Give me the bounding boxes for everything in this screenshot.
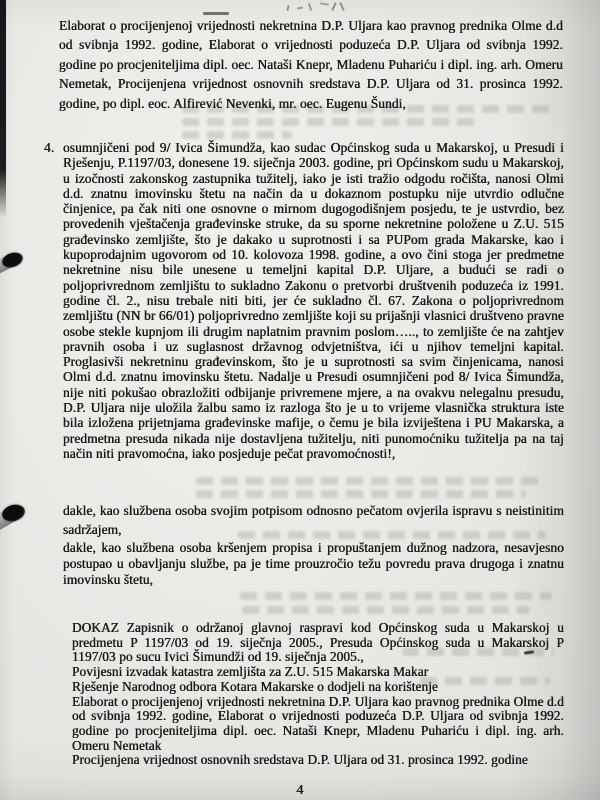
dakle-paragraph-1: dakle, kao službena osoba svojim potpisom odnosno pečatom ovjerila ispravu s neistinitim sadržajem, <box>63 503 564 537</box>
dokaz-paragraph: DOKAZ Zapisnik o održanoj glavnoj raspravi kod Općinskog suda u Makarskoj u predmetu P 1197/03 od 19. siječnja 2005., Presuda Općinskog suda u Makarskoj P 1197/03 po sucu Ivici Šimundži od 19. siječnja 2005., <box>72 620 564 665</box>
bleed-through-text <box>196 477 546 485</box>
bleed-through-text <box>196 490 526 498</box>
bleed-through-text <box>242 606 530 614</box>
bleed-through-text <box>240 592 552 600</box>
dakle-paragraph-2: dakle, kao službena osoba kršenjem propisa i propuštanjem dužnog nadzora, nesavjesno postupao u obavljanju službe, pa je time prouzročio težu povredu prava drugoga i znatnu imovinsku štetu, <box>63 540 564 588</box>
item-4-body: osumnjičeni pod 9/ Ivica Šimundža, kao sudac Općinskog suda u Makarskoj, u Presudi i Rješenju, P.1197/03, donesene 19. siječnja 2003. godine, pri Općinskom sudu u Makarskoj, u izočnosti zakonskog zastupnika tužitelj, iako je isti tražio odgodu ročišta, nanosi Olmi d.d. znatnu imovinsku štetu na način da u dokaznom postupku nije utvrdio odlučne činjenice, pa čak niti one osnovne o mirnom dugogodišnjem posjedu, te je ustvrdio, bez provedenih vještačenja građevinske struke, da su sporne nekretnine položene u Z.U. 515 građevinsko zemljište, što je dakako u suprotnosti i sa PUPom grada Makarske, kao i kupoprodajnim ugovorom od 10. kolovoza 1998. godine, a ovo čini stoga jer predmetne nekretnine nisu bile unesene u temeljni kapital D.P. Uljare, a budući se radi o poljoprivrednom zemljištu to sukladno Zakonu o pretvorbi društvenih poduzeća iz 1991. godine čl. 2., nisu trebale niti biti, jer će sukladno čl. 67. Zakona o poljoprivrednom zemljištu (NN br 66/01) poljoprivredno zemljište koji su prijašnji vlasnici društveno pravne osobe stekle kupnjom ili drugim naplatnim pravnim poslom….., to zemljište će na zahtjev pravnih osoba i uz suglasnost državnog odvjetništva, ići u njihov temeljni kapital. Proglasivši nekretninu građevinskom, što je u suprotnosti sa svim činjenicama, nanosi Olmi d.d. znatnu imovinsku štetu. Nadalje u Presudi osumnjičeni pod 8/ Ivica Šimundža, nije niti pokušao obrazložiti odbijanje privremene mjere, a na ovakvu nelegalnu presudu, D.P. Uljara nije uložila žalbu samo iz razloga što je u to vrijeme vlasnička struktura iste bila izložena prijetnjama građevinske mafije, o čemu je bila izviještena i PU Makarska, a predmetna presuda nikada nije dostavljena tužitelju, niti punomoćniku tužitelja pa na taj način niti pravomoćna, iako posjeduje pečat pravomoćnosti!, <box>63 140 564 461</box>
dokaz-paragraph: Povijesni izvadak katastra zemljišta za Z.U. 515 Makarska Makar <box>72 664 429 680</box>
faded-stamp-mark <box>339 2 345 11</box>
dokaz-paragraph: Procijenjena vrijednost osnovnih sredstava D.P. Uljara od 31. prosinca 1992. godine <box>72 752 528 768</box>
faded-stamp-mark <box>320 2 329 5</box>
faded-stamp-mark <box>286 5 289 11</box>
bleed-through-text <box>182 131 292 139</box>
page-number: 4 <box>296 783 304 798</box>
bleed-through-text <box>182 118 482 126</box>
faded-stamp-mark <box>308 3 313 11</box>
scanner-edge-shadow <box>0 0 6 218</box>
dokaz-paragraph: Rješenje Narodnog odbora Kotara Makarske o dodjeli na korištenje <box>72 678 439 694</box>
dokaz-section <box>72 621 564 768</box>
intro-paragraph: Elaborat o procijenjenoj vrijednosti nekretnina D.P. Uljara kao pravnog prednika Olme d.d od svibnja 1992. godine, Elaborat o vrijednosti poduzeća D.P. Uljara od svibnja 1992. godine po procjeniteljima dipl. oec. Nataši Knepr, Mladenu Puhariću i dipl. ing. arh. Omeru Nemetak, Procijenjena vrijednost osnovnih sredstava D.P. Uljara od 31. prosinca 1992. godine, po dipl. eoc. Alfirević Nevenki, mr. oec. Eugenu Šundi, <box>59 18 563 111</box>
item-4-number: 4. <box>44 140 55 155</box>
dokaz-paragraph: Elaborat o procijenjenoj vrijednosti nekretnina D.P. Uljara kao pravnog prednika Olme d.d od svibnja 1992. godine, Elaborat o vrijednosti poduzeća D.P. Uljara od svibnja 1992. godine po procjeniteljima dipl. oec. Nataši Knepr, Mladenu Puhariću i dipl. ing. arh. Omeru Nemetak <box>72 693 564 753</box>
faded-stamp-mark <box>331 2 337 11</box>
faded-stamp-mark <box>297 6 303 9</box>
faded-stamp-mark <box>203 12 229 15</box>
